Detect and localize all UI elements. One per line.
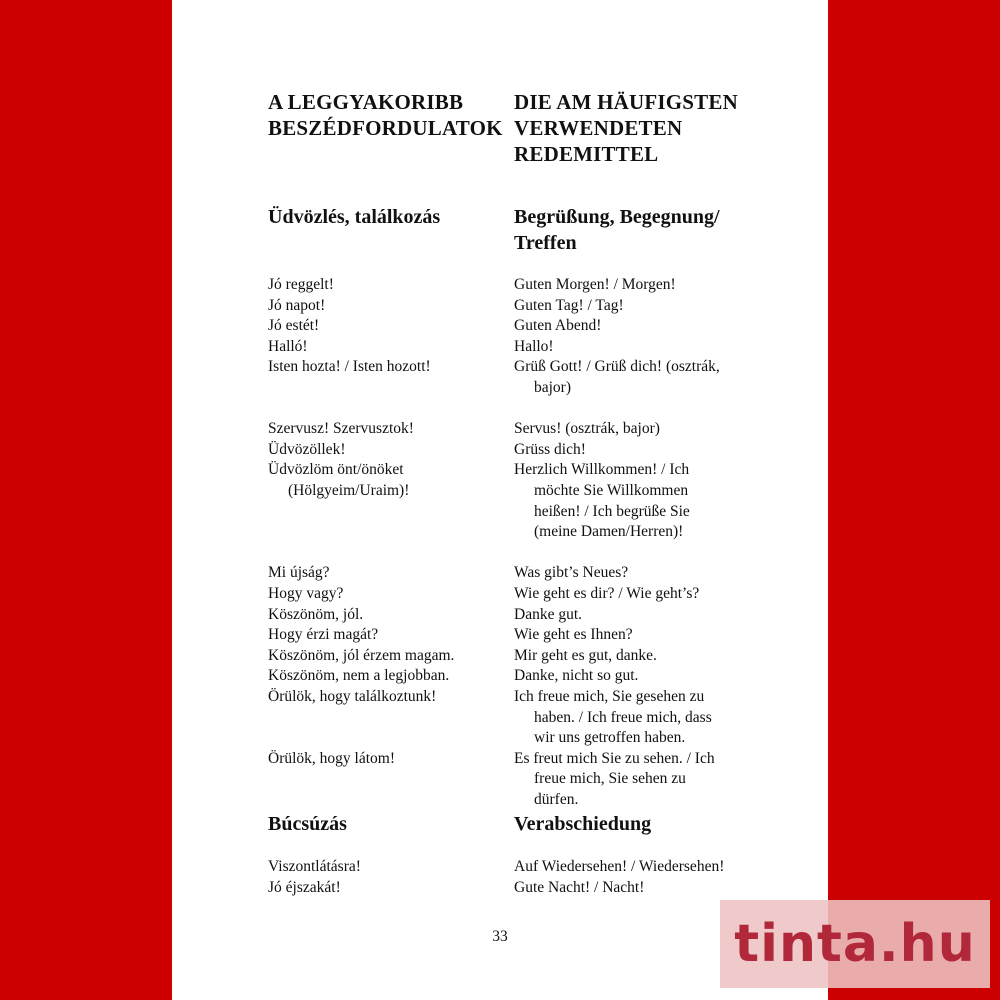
phrase-hungarian <box>268 337 308 358</box>
phrase-line: Szervusz! Szervusztok! <box>268 420 414 438</box>
phrase-german <box>514 563 628 584</box>
title-hu-line: BESZÉDFORDULATOK <box>268 116 503 140</box>
phrase-line: Danke gut. <box>514 605 583 623</box>
phrase-line: Köszönöm, nem a legjobban. <box>268 667 450 685</box>
phrase-line: haben. / Ich freue mich, dass <box>534 708 712 726</box>
phrase-line: Herzlich Willkommen! / Ich <box>514 461 690 479</box>
phrase-hungarian <box>268 316 319 337</box>
phrase-german <box>514 646 657 667</box>
phrase-german <box>514 584 699 605</box>
phrase-line: Viszontlátásra! <box>268 858 361 875</box>
phrase-german <box>514 687 712 749</box>
phrase-line: Jó reggelt! <box>268 276 334 293</box>
phrase-hungarian <box>268 440 345 461</box>
phrase-line: Halló! <box>268 337 308 355</box>
phrase-german <box>514 878 644 899</box>
phrase-hungarian <box>268 666 449 687</box>
phrase-line: Mi újság? <box>268 564 330 582</box>
title-german <box>514 89 738 167</box>
title-de-line: DIE AM HÄUFIGSTEN <box>514 90 738 114</box>
phrase-line: Servus! (osztrák, bajor) <box>514 420 660 438</box>
phrase-line: Guten Abend! <box>514 317 602 335</box>
section-heading-line: Üdvözlés, találkozás <box>268 206 441 228</box>
section-heading-line: Búcsúzás <box>268 813 347 835</box>
phrase-line: (Hölgyeim/Uraim)! <box>288 481 410 499</box>
phrase-line: Üdvözöllek! <box>268 440 346 458</box>
section-heading-german <box>514 811 651 837</box>
phrase-german <box>514 440 586 461</box>
phrase-hungarian <box>268 275 334 296</box>
phrase-line: Grüss dich! <box>514 440 586 458</box>
watermark-text: tinta.hu <box>734 914 976 974</box>
phrase-german <box>514 605 582 626</box>
title-de-line: REDEMITTEL <box>514 142 659 166</box>
phrase-german <box>514 296 624 317</box>
phrase-line: heißen! / Ich begrüße Sie <box>534 502 690 520</box>
phrase-hungarian <box>268 878 341 899</box>
phrase-line: bajor) <box>534 378 572 396</box>
phrase-line: Köszönöm, jól érzem magam. <box>268 646 455 664</box>
phrase-line: Örülök, hogy látom! <box>268 749 395 767</box>
phrase-line: Isten hozta! / Isten hozott! <box>268 358 431 376</box>
phrase-hungarian <box>268 584 343 605</box>
phrase-line: Guten Tag! / Tag! <box>514 296 624 314</box>
phrase-hungarian <box>268 646 454 667</box>
phrase-hungarian <box>268 857 361 878</box>
phrase-line: dürfen. <box>534 790 579 808</box>
phrase-line: Jó estét! <box>268 317 320 335</box>
phrase-hungarian <box>268 687 436 708</box>
title-de-line: VERWENDETEN <box>514 116 683 140</box>
phrase-german <box>514 625 633 646</box>
page-number: 33 <box>492 928 508 945</box>
phrase-hungarian <box>268 625 378 646</box>
phrase-line: Üdvözlöm önt/önöket <box>268 461 404 479</box>
phrase-german <box>514 275 676 296</box>
phrase-german <box>514 460 690 542</box>
phrase-hungarian <box>268 749 395 770</box>
section-heading-hungarian <box>268 811 347 837</box>
phrase-line: Gute Nacht! / Nacht! <box>514 878 645 896</box>
phrase-line: Mir geht es gut, danke. <box>514 646 657 664</box>
section-heading-hungarian <box>268 204 440 230</box>
phrase-line: Es freut mich Sie zu sehen. / Ich <box>514 749 715 767</box>
phrase-german <box>514 316 601 337</box>
phrase-line: Hallo! <box>514 337 554 355</box>
phrase-line: (meine Damen/Herren)! <box>534 523 684 541</box>
phrase-hungarian <box>268 563 330 584</box>
section-heading-line: Begrüßung, Begegnung/ <box>514 206 720 228</box>
phrase-german <box>514 749 715 811</box>
title-hungarian <box>268 89 503 141</box>
phrase-hungarian <box>268 605 363 626</box>
phrase-german <box>514 857 724 878</box>
phrase-line: Hogy vagy? <box>268 585 344 602</box>
phrase-line: Wie geht es dir? / Wie geht’s? <box>514 585 700 602</box>
phrase-line: Auf Wiedersehen! / Wiedersehen! <box>514 858 725 875</box>
phrase-hungarian <box>268 357 431 378</box>
phrase-line: möchte Sie Willkommen <box>534 481 689 499</box>
phrase-german <box>514 419 660 440</box>
phrase-german <box>514 666 638 687</box>
phrase-hungarian <box>268 296 325 317</box>
phrase-line: Danke, nicht so gut. <box>514 667 639 685</box>
phrase-line: Köszönöm, jól. <box>268 605 364 623</box>
phrase-line: Wie geht es Ihnen? <box>514 626 633 644</box>
watermark-logo <box>720 900 990 988</box>
phrase-german <box>514 337 554 358</box>
phrase-line: Örülök, hogy találkoztunk! <box>268 688 437 705</box>
phrase-line: Hogy érzi magát? <box>268 626 379 644</box>
phrase-line: Grüß Gott! / Grüß dich! (osztrák, <box>514 358 720 376</box>
phrase-line: Ich freue mich, Sie gesehen zu <box>514 688 705 705</box>
section-heading-german <box>514 204 720 256</box>
phrase-line: Jó éjszakát! <box>268 878 341 896</box>
phrase-hungarian <box>268 419 414 440</box>
phrase-line: Guten Morgen! / Morgen! <box>514 276 676 293</box>
title-hu-line: A LEGGYAKORIBB <box>268 90 464 114</box>
section-heading-line: Treffen <box>514 232 577 254</box>
phrase-line: Was gibt’s Neues? <box>514 564 629 582</box>
phrase-line: wir uns getroffen haben. <box>534 729 686 747</box>
section-heading-line: Verabschiedung <box>514 813 652 835</box>
phrase-hungarian <box>268 460 409 501</box>
phrase-line: Jó napot! <box>268 296 326 314</box>
phrase-german <box>514 357 720 398</box>
phrase-line: freue mich, Sie sehen zu <box>534 770 686 788</box>
